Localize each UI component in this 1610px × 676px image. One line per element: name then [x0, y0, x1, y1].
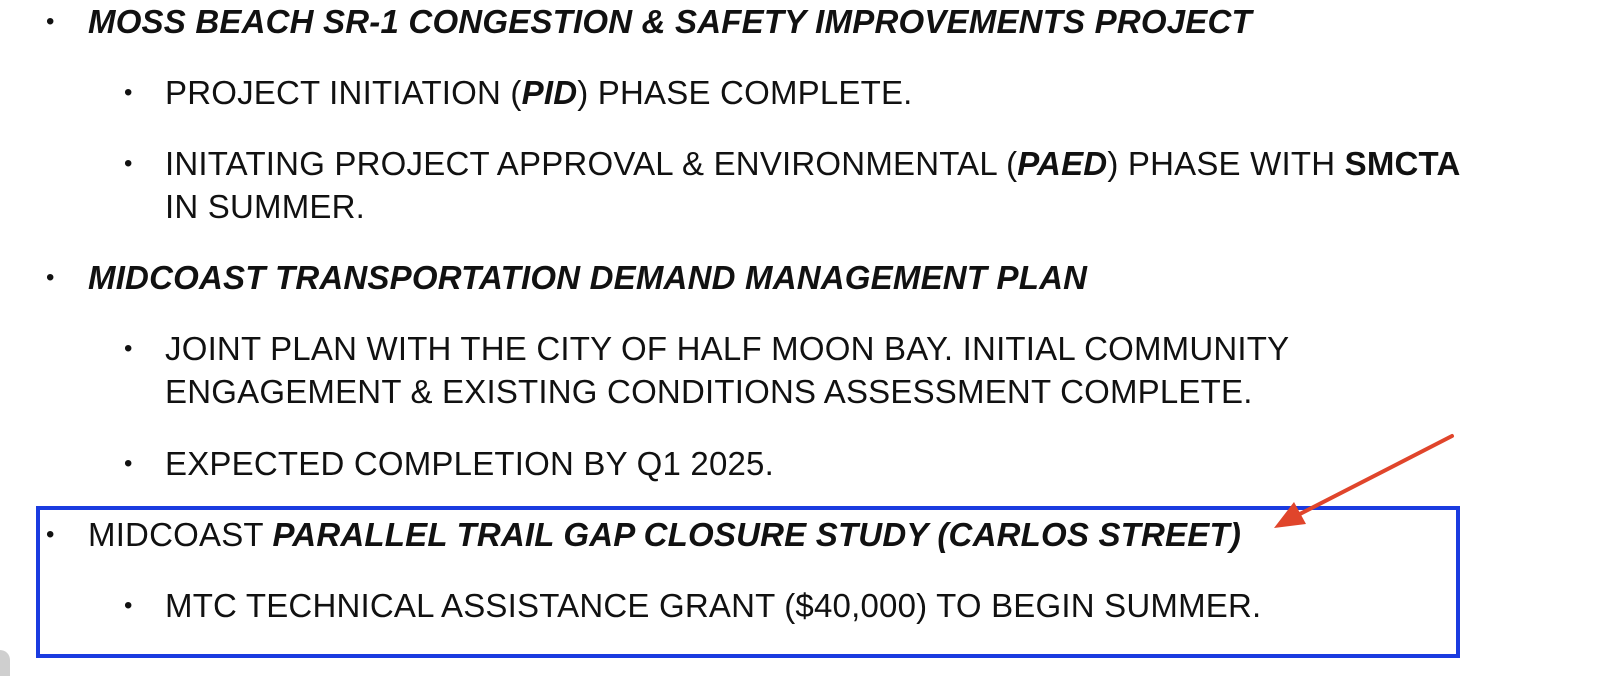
item-1-sub-2-mid: ) PHASE WITH — [1107, 145, 1345, 182]
annotation-arrow-icon — [1270, 430, 1460, 545]
item-1-sub-2-bold: SMCTA — [1344, 145, 1461, 182]
bullet-dot: • — [124, 335, 133, 362]
bullet-dot: • — [124, 150, 133, 177]
item-2-title-text: MIDCOAST TRANSPORTATION DEMAND MANAGEMENT PLAN — [88, 259, 1088, 296]
item-2-title — [88, 256, 1087, 300]
item-2-sub-1-line-2: ENGAGEMENT & EXISTING CONDITIONS ASSESSMENT COMPLETE. — [165, 373, 1253, 410]
item-2-sub-1-line-1: JOINT PLAN WITH THE CITY OF HALF MOON BAY. INITIAL COMMUNITY — [165, 330, 1290, 367]
bullet-dot: • — [124, 592, 133, 619]
item-1-sub-1-post: ) PHASE COMPLETE. — [577, 74, 913, 111]
item-3-title — [88, 513, 1241, 557]
item-1-sub-2-em: PAED — [1017, 145, 1108, 182]
item-1-sub-1-pre: PROJECT INITIATION ( — [165, 74, 522, 111]
bullet-dot: • — [46, 264, 55, 291]
item-3-title-bold: PARALLEL TRAIL GAP CLOSURE STUDY (CARLOS STREET) — [272, 516, 1242, 553]
item-3-title-plain: MIDCOAST — [88, 516, 273, 553]
bullet-dot: • — [124, 79, 133, 106]
item-1-sub-2-line-2: IN SUMMER. — [165, 188, 365, 225]
item-1-sub-1 — [165, 71, 913, 115]
bullet-dot: • — [46, 8, 55, 35]
item-1-title-text: MOSS BEACH SR-1 CONGESTION & SAFETY IMPROVEMENTS PROJECT — [88, 3, 1252, 40]
bullet-dot: • — [46, 521, 55, 548]
item-1-title — [88, 0, 1252, 44]
item-1-sub-2-line-1 — [165, 142, 1460, 186]
bullet-dot: • — [124, 450, 133, 477]
window-corner — [0, 650, 10, 676]
item-3-sub-1: MTC TECHNICAL ASSISTANCE GRANT ($40,000) TO BEGIN SUMMER. — [165, 587, 1262, 624]
item-1-sub-1-em: PID — [521, 74, 578, 111]
item-2-sub-2: EXPECTED COMPLETION BY Q1 2025. — [165, 445, 774, 482]
item-1-sub-2-pre: INITATING PROJECT APPROVAL & ENVIRONMENTAL ( — [165, 145, 1018, 182]
